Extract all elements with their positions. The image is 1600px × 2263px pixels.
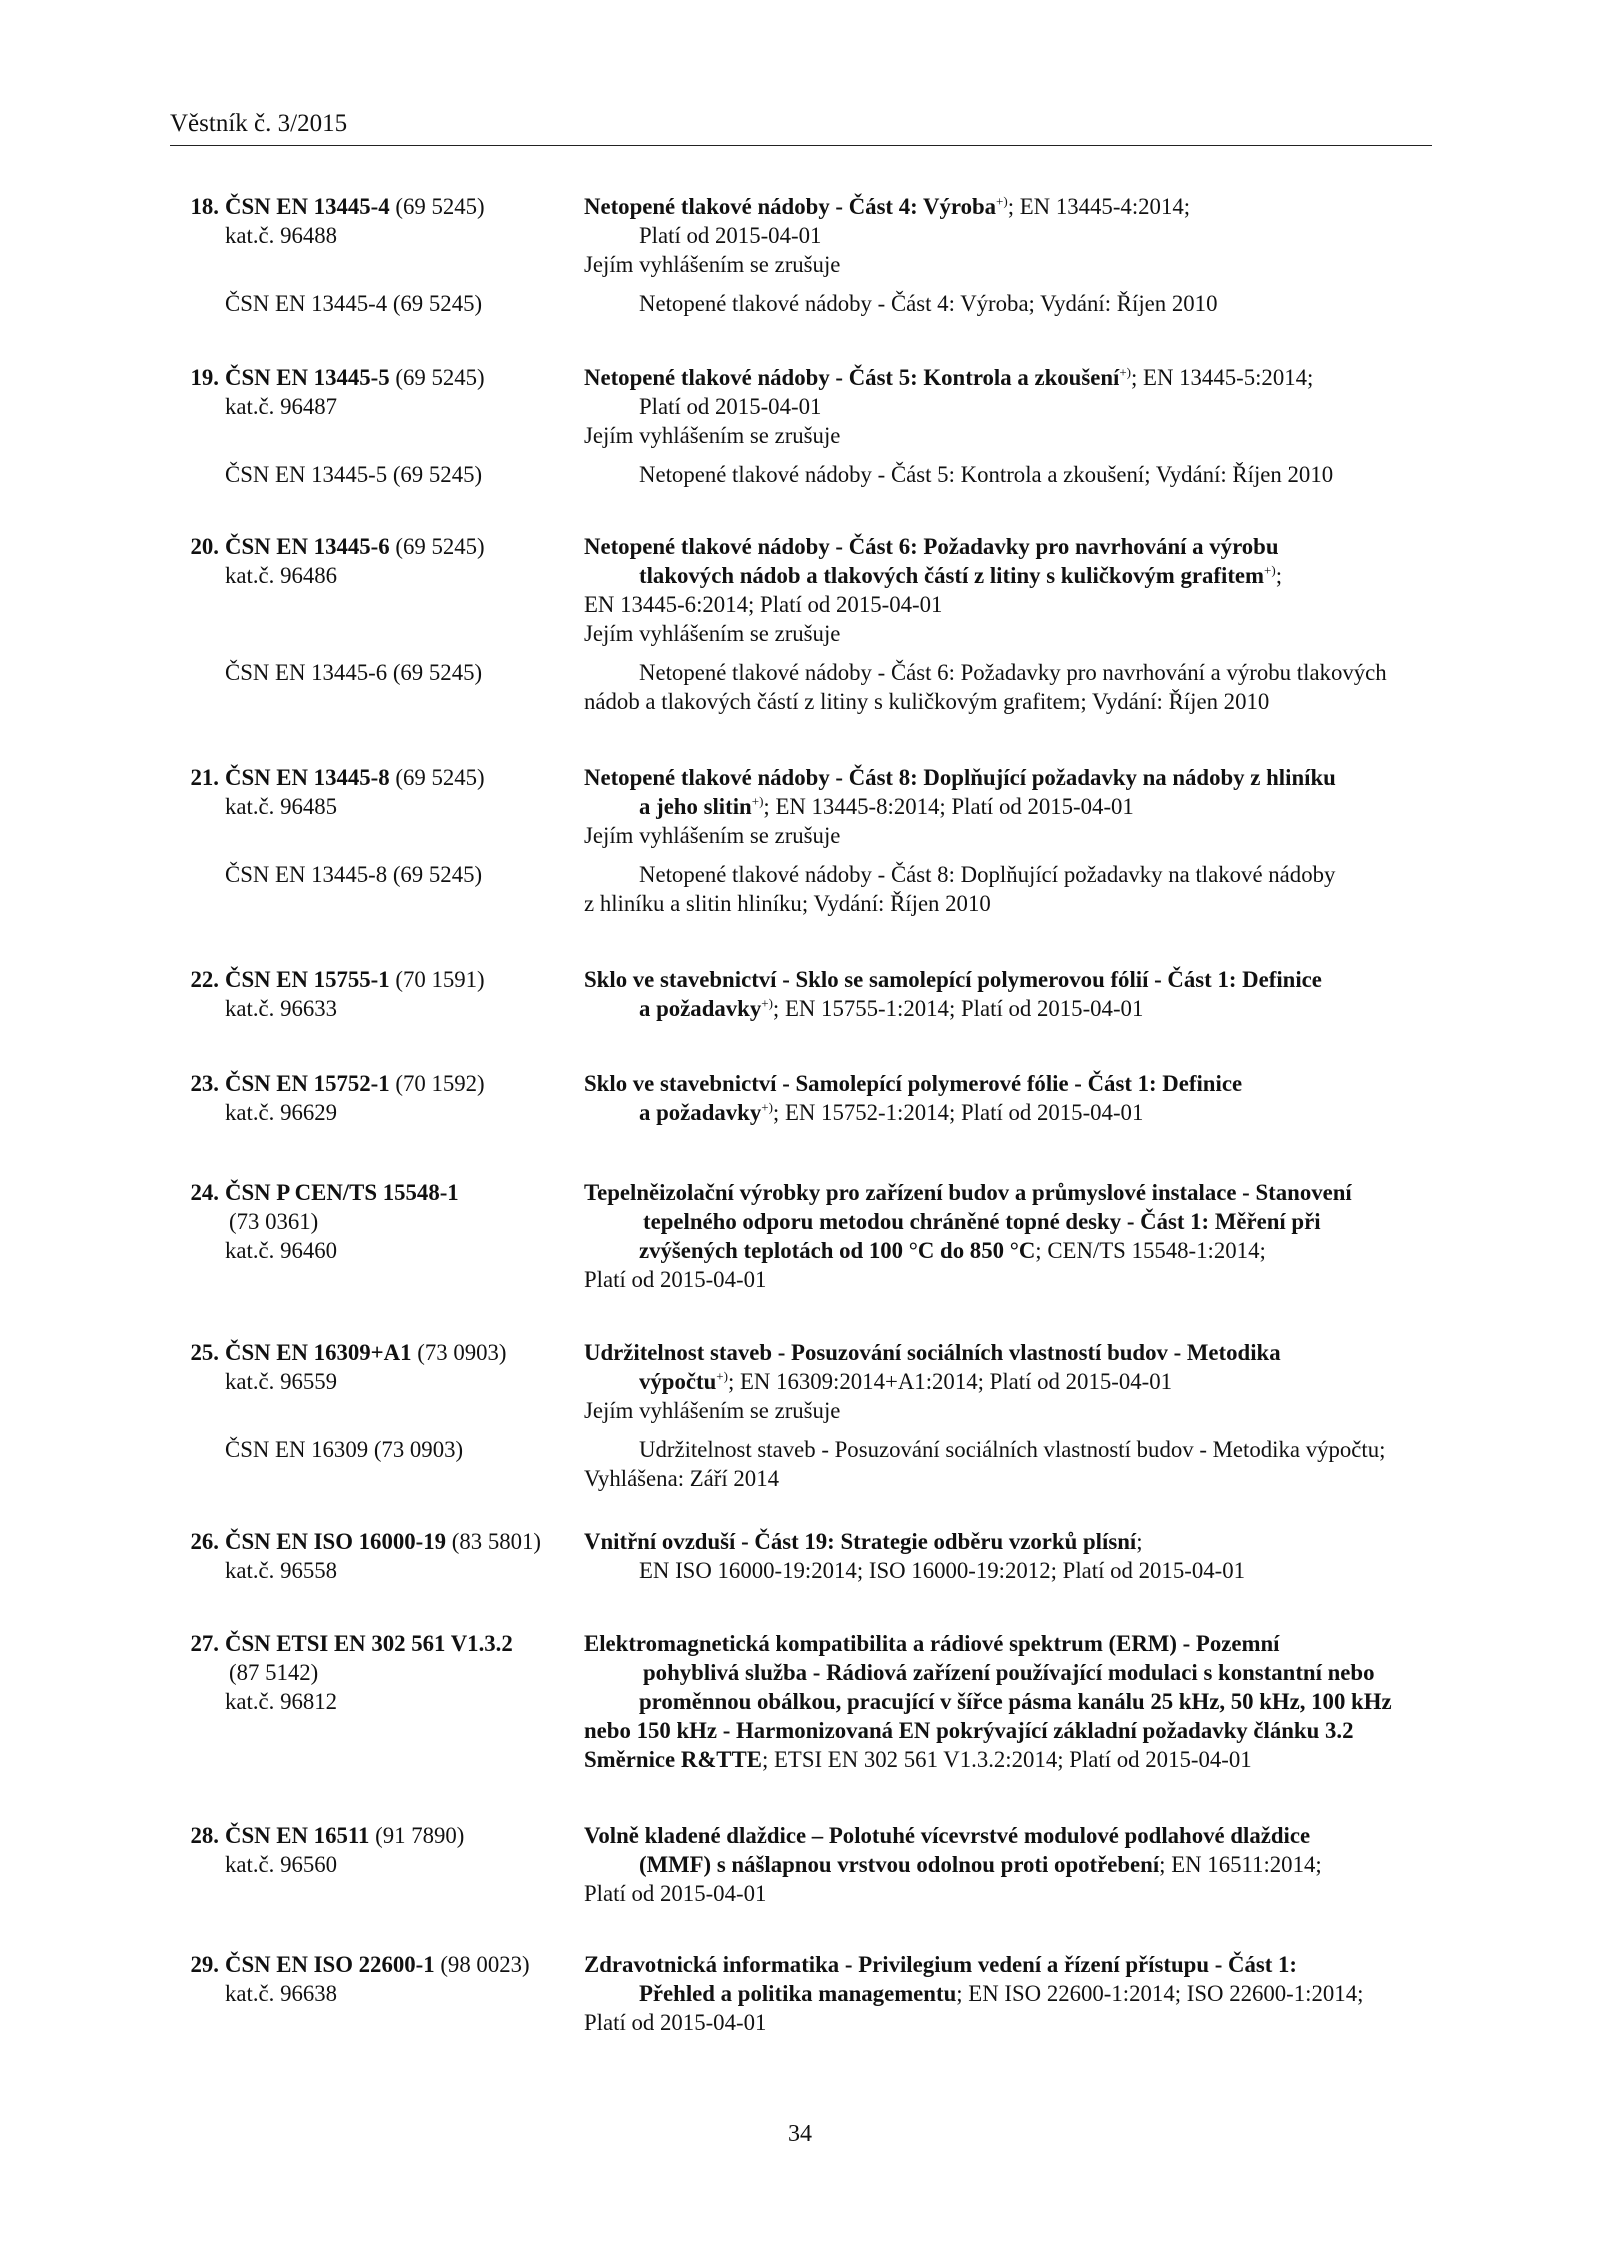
footnote-mark: +) — [761, 995, 773, 1011]
standard-code: ČSN P CEN/TS 15548-1 — [225, 1180, 459, 1205]
standard-meta: ; EN 16309:2014+A1:2014; Platí od 2015-04-01 — [727, 1369, 1173, 1394]
page-header: Věstník č. 3/2015 — [170, 110, 348, 137]
class-code: (83 5801) — [451, 1529, 542, 1554]
standard-code: ČSN EN 15752-1 — [225, 1071, 390, 1096]
standard-meta: ; EN 13445-4:2014; — [1007, 194, 1191, 219]
list-item — [170, 363, 1432, 532]
replaced-title: nádob a tlakových částí z litiny s kuličkovým grafitem; Vydání: Říjen 2010 — [584, 689, 1270, 714]
standard-title: tepelného odporu metodou chráněné topné desky - Část 1: Měření při — [643, 1209, 1321, 1234]
supersedes-note: Jejím vyhlášením se zrušuje — [584, 621, 841, 646]
replaced-standard: ČSN EN 13445-4 (69 5245) — [225, 291, 483, 316]
entry-number: 27. — [190, 1631, 219, 1656]
standard-title: Tepelněizolační výrobky pro zařízení budov a průmyslové instalace - Stanovení — [584, 1180, 1352, 1205]
standard-title: Směrnice R&TTE — [584, 1747, 762, 1772]
catalog-number: kat.č. 96558 — [225, 1558, 338, 1583]
entry-number: 20. — [190, 534, 219, 559]
catalog-number: kat.č. 96487 — [225, 394, 338, 419]
class-code: (73 0361) — [229, 1209, 319, 1234]
catalog-number: kat.č. 96638 — [225, 1981, 338, 2006]
standard-title: Zdravotnická informatika - Privilegium vedení a řízení přístupu - Část 1: — [584, 1952, 1298, 1977]
list-item — [170, 763, 1432, 965]
replaced-title: Netopené tlakové nádoby - Část 8: Doplňující požadavky na tlakové nádoby — [639, 862, 1336, 887]
replaced-standard: ČSN EN 13445-8 (69 5245) — [225, 862, 483, 887]
entry-number: 23. — [190, 1071, 219, 1096]
catalog-number: kat.č. 96560 — [225, 1852, 338, 1877]
supersedes-note: Jejím vyhlášením se zrušuje — [584, 823, 841, 848]
standard-meta: ; EN 15752-1:2014; Platí od 2015-04-01 — [772, 1100, 1144, 1125]
footnote-mark: +) — [1264, 562, 1276, 578]
standard-title: Netopené tlakové nádoby - Část 4: Výroba — [584, 194, 997, 219]
list-item — [170, 1069, 1432, 1178]
replaced-title: Udržitelnost staveb - Posuzování sociálních vlastností budov - Metodika výpočtu; — [639, 1437, 1386, 1462]
standard-title: Netopené tlakové nádoby - Část 8: Doplňující požadavky na nádoby z hliníku — [584, 765, 1336, 790]
list-item — [170, 1950, 1432, 2037]
standard-title: (MMF) s nášlapnou vrstvou odolnou proti opotřebení — [639, 1852, 1160, 1877]
list-item — [170, 1527, 1432, 1629]
validity-line: EN ISO 16000-19:2014; ISO 16000-19:2012; Platí od 2015-04-01 — [639, 1558, 1245, 1583]
standard-title: tlakových nádob a tlakových částí z litiny s kuličkovým grafitem — [639, 563, 1265, 588]
header-rule — [170, 145, 1432, 146]
entry-number: 24. — [190, 1180, 219, 1205]
catalog-number: kat.č. 96488 — [225, 223, 338, 248]
catalog-number: kat.č. 96460 — [225, 1238, 338, 1263]
standard-code: ČSN EN 13445-8 — [225, 765, 390, 790]
standard-code: ČSN EN ISO 16000-19 — [225, 1529, 447, 1554]
catalog-number: kat.č. 96629 — [225, 1100, 338, 1125]
class-code: (98 0023) — [440, 1952, 530, 1977]
standard-code: ČSN EN 13445-6 — [225, 534, 390, 559]
entry-number: 28. — [190, 1823, 219, 1848]
replaced-standard: ČSN EN 13445-6 (69 5245) — [225, 660, 483, 685]
replaced-title: Vyhlášena: Září 2014 — [584, 1466, 779, 1491]
class-code: (69 5245) — [395, 765, 485, 790]
standard-meta: ; EN ISO 22600-1:2014; ISO 22600-1:2014; — [956, 1981, 1364, 2006]
standard-title: Netopené tlakové nádoby - Část 6: Požadavky pro navrhování a výrobu — [584, 534, 1279, 559]
standard-code: ČSN EN 16511 — [225, 1823, 370, 1848]
catalog-number: kat.č. 96485 — [225, 794, 338, 819]
standard-meta: ; EN 13445-5:2014; — [1131, 365, 1314, 390]
list-item — [170, 532, 1432, 763]
entry-number: 19. — [190, 365, 219, 390]
standard-code: ČSN EN 15755-1 — [225, 967, 390, 992]
standard-title: a jeho slitin — [639, 794, 752, 819]
replaced-title: z hliníku a slitin hliníku; Vydání: Říjen 2010 — [584, 891, 991, 916]
catalog-number: kat.č. 96812 — [225, 1689, 338, 1714]
standard-title: Elektromagnetická kompatibilita a rádiové spektrum (ERM) - Pozemní — [584, 1631, 1280, 1656]
validity-line: Platí od 2015-04-01 — [639, 394, 822, 419]
validity-line: Platí od 2015-04-01 — [584, 1881, 767, 1906]
validity-line: Platí od 2015-04-01 — [584, 1267, 767, 1292]
replaced-title: Netopené tlakové nádoby - Část 4: Výroba; Vydání: Říjen 2010 — [639, 291, 1218, 316]
class-code: (87 5142) — [229, 1660, 319, 1685]
standard-title: Udržitelnost staveb - Posuzování sociálních vlastností budov - Metodika — [584, 1340, 1281, 1365]
standard-title: proměnnou obálkou, pracující v šířce pásma kanálu 25 kHz, 50 kHz, 100 kHz — [639, 1689, 1392, 1714]
standard-code: ČSN EN 16309+A1 — [225, 1340, 412, 1365]
list-item — [170, 1178, 1432, 1338]
standard-code: ČSN ETSI EN 302 561 V1.3.2 — [225, 1631, 513, 1656]
standard-code: ČSN EN ISO 22600-1 — [225, 1952, 435, 1977]
standard-title: pohyblivá služba - Rádiová zařízení používající modulaci s konstantní nebo — [643, 1660, 1375, 1685]
standard-title: Sklo ve stavebnictví - Samolepící polymerové fólie - Část 1: Definice — [584, 1071, 1243, 1096]
class-code: (70 1592) — [395, 1071, 485, 1096]
validity-line: EN 13445-6:2014; Platí od 2015-04-01 — [584, 592, 943, 617]
catalog-number: kat.č. 96486 — [225, 563, 338, 588]
standard-meta: ; EN 13445-8:2014; Platí od 2015-04-01 — [763, 794, 1134, 819]
standard-title: zvýšených teplotách od 100 °C do 850 °C — [639, 1238, 1036, 1263]
replaced-title: Netopené tlakové nádoby - Část 6: Požadavky pro navrhování a výrobu tlakových — [639, 660, 1387, 685]
standard-code: ČSN EN 13445-4 — [225, 194, 390, 219]
entry-number: 22. — [190, 967, 219, 992]
entry-number: 29. — [190, 1952, 219, 1977]
standard-title: Vnitřní ovzduší - Část 19: Strategie odběru vzorků plísní — [584, 1529, 1137, 1554]
footnote-mark: +) — [716, 1368, 728, 1384]
list-item — [170, 1338, 1432, 1527]
list-item — [170, 1821, 1432, 1950]
validity-line: Platí od 2015-04-01 — [584, 2010, 767, 2035]
entry-number: 18. — [190, 194, 219, 219]
page-number: 34 — [788, 2121, 812, 2147]
standard-title: Netopené tlakové nádoby - Část 5: Kontrola a zkoušení — [584, 365, 1120, 390]
catalog-number: kat.č. 96559 — [225, 1369, 338, 1394]
standards-list — [170, 192, 1432, 2037]
class-code: (69 5245) — [395, 194, 485, 219]
class-code: (69 5245) — [395, 534, 485, 559]
list-item — [170, 1629, 1432, 1821]
standard-title: a požadavky — [639, 1100, 762, 1125]
standard-title: nebo 150 kHz - Harmonizovaná EN pokrývající základní požadavky článku 3.2 — [584, 1718, 1354, 1743]
list-item — [170, 965, 1432, 1069]
standard-meta: ; CEN/TS 15548-1:2014; — [1035, 1238, 1266, 1263]
supersedes-note: Jejím vyhlášením se zrušuje — [584, 1398, 841, 1423]
standard-meta: ; — [1136, 1529, 1143, 1554]
standard-title: Volně kladené dlaždice – Polotuhé vícevrstvé modulové podlahové dlaždice — [584, 1823, 1311, 1848]
entry-number: 26. — [190, 1529, 219, 1554]
footnote-mark: +) — [761, 1099, 773, 1115]
entry-number: 25. — [190, 1340, 219, 1365]
validity-line: Platí od 2015-04-01 — [639, 223, 822, 248]
footnote-mark: +) — [751, 793, 764, 809]
standard-title: Sklo ve stavebnictví - Sklo se samolepící polymerovou fólií - Část 1: Definice — [584, 967, 1322, 992]
list-item — [170, 192, 1432, 363]
standard-code: ČSN EN 13445-5 — [225, 365, 390, 390]
standard-title: výpočtu — [639, 1369, 717, 1394]
entry-number: 21. — [190, 765, 219, 790]
supersedes-note: Jejím vyhlášením se zrušuje — [584, 423, 841, 448]
standard-meta: ; EN 15755-1:2014; Platí od 2015-04-01 — [772, 996, 1144, 1021]
class-code: (91 7890) — [375, 1823, 465, 1848]
standard-meta: ; — [1275, 563, 1283, 588]
supersedes-note: Jejím vyhlášením se zrušuje — [584, 252, 841, 277]
standard-meta: ; EN 16511:2014; — [1159, 1852, 1322, 1877]
replaced-standard: ČSN EN 13445-5 (69 5245) — [225, 462, 483, 487]
replaced-title: Netopené tlakové nádoby - Část 5: Kontrola a zkoušení; Vydání: Říjen 2010 — [639, 462, 1334, 487]
class-code: (69 5245) — [395, 365, 485, 390]
class-code: (70 1591) — [395, 967, 485, 992]
standard-meta: ; ETSI EN 302 561 V1.3.2:2014; Platí od 2015-04-01 — [761, 1747, 1252, 1772]
footnote-mark: +) — [996, 193, 1008, 209]
footnote-mark: +) — [1119, 364, 1131, 380]
standard-title: Přehled a politika managementu — [639, 1981, 957, 2006]
replaced-standard: ČSN EN 16309 (73 0903) — [225, 1437, 464, 1462]
standard-title: a požadavky — [639, 996, 762, 1021]
class-code: (73 0903) — [417, 1340, 507, 1365]
catalog-number: kat.č. 96633 — [225, 996, 338, 1021]
